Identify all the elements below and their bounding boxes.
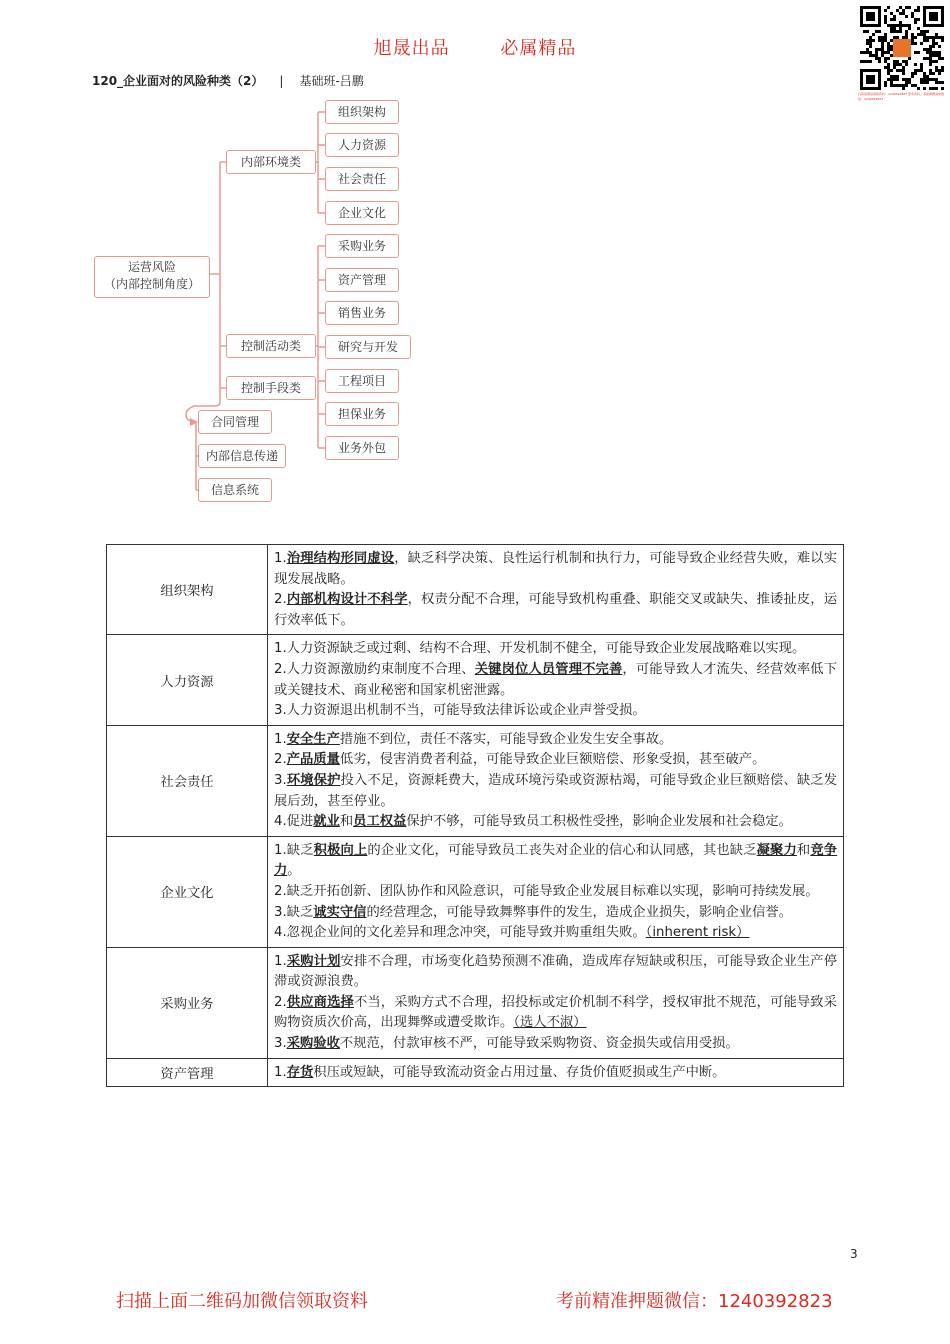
risk-item [274,701,837,722]
text-segment: 2.人力资源激励约束制度不合理、 [274,661,475,677]
key-term: 存货 [286,1064,314,1080]
text-segment: 投入不足，资源耗费大，造成环境污染或资源枯竭，可能导致企业巨额赔偿、缺乏发展后劲，甚至停业。 [274,772,838,809]
text-segment: 3. [274,1036,287,1052]
footer-left-note: 扫描上面二维码加微信领取资料 [116,1291,368,1312]
risk-description [268,725,844,836]
key-term: 安全生产 [286,731,340,747]
table-row [107,1058,844,1087]
mindmap-root: 运营风险 （内部控制角度） [94,256,210,298]
page-number: 3 [850,1247,858,1261]
key-term: 关键岗位人员管理不完善 [474,661,623,677]
risk-description [268,836,844,947]
risk-table [106,544,844,1087]
mindmap-node: 担保业务 [325,402,399,426]
text-segment: 1. [274,731,287,747]
text-segment: 。 [287,863,301,879]
text-segment: 2.缺乏开拓创新、团队协作和风险意识，可能导致企业发展目标难以实现，影响可持续发展。 [274,883,819,899]
key-term: 凝聚力 [756,842,797,858]
risk-item [274,882,837,903]
risk-item [274,549,837,590]
risk-item [274,750,837,771]
text-segment: 1. [274,551,287,566]
text-segment: ，缺乏科学决策、良性运行机制和执行力，可能导致企业经营失败，难以实现发展战略。 [274,551,838,587]
text-segment: 1.缺乏 [274,842,314,858]
key-term: 竞争力 [274,842,838,879]
risk-item [274,923,837,944]
text-segment: 1.人力资源缺乏或过剩、结构不合理、开发机制不健全，可能导致企业发展战略难以实现。 [274,641,806,657]
text-segment: 不规范，付款审核不严，可能导致采购物资、资金损失或信用受损。 [339,1036,739,1052]
header-separator: | [279,74,284,88]
key-term: 环境保护 [286,772,341,788]
footer-contact: 考前精准押题微信：1240392823 [556,1291,833,1312]
mindmap-node: 人力资源 [325,133,399,157]
risk-item [274,660,837,701]
risk-category: 人力资源 [107,635,268,725]
table-row [107,725,844,836]
mindmap-branch-control-means: 控制手段类 [226,376,316,400]
table-row [107,635,844,725]
annotation-note: （选人不淑） [513,1015,587,1031]
risk-category: 资产管理 [107,1058,268,1087]
risk-description [268,545,844,635]
risk-description [268,635,844,725]
risk-item [274,952,837,993]
table-row [107,545,844,635]
mindmap-branch-control-activities: 控制活动类 [226,334,316,358]
text-segment: 2. [274,592,287,608]
table-row [107,947,844,1058]
risk-category: 采购业务 [107,947,268,1058]
text-segment: 1. [274,953,287,969]
text-segment: 2. [274,752,287,768]
risk-item [274,1034,837,1055]
text-segment: 低劣，侵害消费者利益，可能导致企业巨额赔偿、形象受损，甚至破产。 [339,752,766,768]
risk-item [274,812,837,833]
mindmap-node: 组织架构 [325,100,399,124]
key-term: 诚实守信 [313,904,367,920]
risk-item [274,993,837,1034]
text-segment: 安排不合理，市场变化趋势预测不准确，造成库存短缺或积压，可能导致企业生产停滞或资源浪费。 [274,953,838,990]
text-segment: 4.忽视企业间的文化差异和理念冲突，可能导致并购重组失败。 [274,925,646,941]
key-term: 供应商选择 [286,994,354,1010]
text-segment: 4.促进 [274,814,314,830]
risk-category: 企业文化 [107,836,268,947]
qr-code-icon [860,6,944,90]
lecture-title: 120_企业面对的风险种类（2） [92,74,264,88]
brand-banner [0,34,950,60]
text-segment: 2. [274,994,287,1010]
key-term: 采购验收 [286,1036,340,1052]
brand-left: 旭晟出品 [373,38,450,59]
qr-caption: 扫码加微信领取资料：1240392823 更多资料，考前押题请加微信：1240392823 [858,92,945,101]
text-segment: 措施不到位，责任不落实，可能导致企业发生安全事故。 [339,731,673,747]
text-segment: 积压或短缺，可能导致流动资金占用过量、存货价值贬损或生产中断。 [313,1064,726,1080]
risk-item [274,730,837,751]
risk-item [274,903,837,924]
text-segment: 和 [796,842,811,858]
risk-category: 组织架构 [107,545,268,635]
mindmap-node: 业务外包 [325,436,399,460]
risk-item [274,639,837,660]
risk-item [274,841,837,882]
key-term: 治理结构形同虚设 [286,551,395,566]
mindmap-node: 企业文化 [325,201,399,225]
brand-right: 必属精品 [500,38,577,59]
key-term: 积极向上 [313,842,368,858]
text-segment: 和 [339,814,354,830]
annotation-note: （inherent risk） [645,925,750,941]
risk-description [268,947,844,1058]
lecture-subtitle: 基础班-吕鹏 [299,74,364,88]
risk-item [274,1063,837,1084]
mindmap-node: 内部信息传递 [198,444,286,468]
mindmap-node: 采购业务 [325,234,399,258]
mindmap-branch-internal: 内部环境类 [226,150,316,174]
text-segment: 3.人力资源退出机制不当，可能导致法律诉讼或企业声誉受损。 [274,703,646,719]
risk-item [274,771,837,812]
mindmap-node: 工程项目 [325,369,399,393]
mindmap-node: 信息系统 [198,478,272,502]
text-segment: 3.缺乏 [274,904,314,920]
key-term: 产品质量 [286,752,340,768]
mindmap-node: 研究与开发 [325,335,411,359]
key-term: 内部机构设计不科学 [286,592,408,608]
text-segment: 不当，采购方式不合理，招投标或定价机制不科学，授权审批不规范，可能导致采购物资质次价高，出现舞弊或遭受欺诈。 [274,994,838,1031]
risk-item [274,590,837,631]
key-term: 采购计划 [286,953,341,969]
mindmap-node: 销售业务 [325,301,399,325]
risk-category: 社会责任 [107,725,268,836]
text-segment: ，权责分配不合理，可能导致机构重叠、职能交叉或缺失、推诿扯皮，运行效率低下。 [274,592,838,628]
page-header [92,72,364,89]
text-segment: 的经营理念，可能导致舞弊事件的发生，造成企业损失，影响企业信誉。 [366,904,792,920]
key-term: 就业 [313,814,340,830]
text-segment: 1. [274,1064,287,1080]
mindmap-node: 社会责任 [325,167,399,191]
text-segment: ，可能导致人才流失、经营效率低下或关键技术、商业秘密和国家机密泄露。 [274,661,838,698]
mindmap-node: 合同管理 [198,410,272,434]
table-row [107,836,844,947]
mindmap-node: 资产管理 [325,268,399,292]
text-segment: 3. [274,772,287,788]
key-term: 员工权益 [353,814,407,830]
text-segment: 的企业文化，可能导致员工丧失对企业的信心和认同感，其也缺乏 [367,842,757,858]
risk-description [268,1058,844,1087]
text-segment: 保护不够，可能导致员工积极性受挫，影响企业发展和社会稳定。 [406,814,792,830]
